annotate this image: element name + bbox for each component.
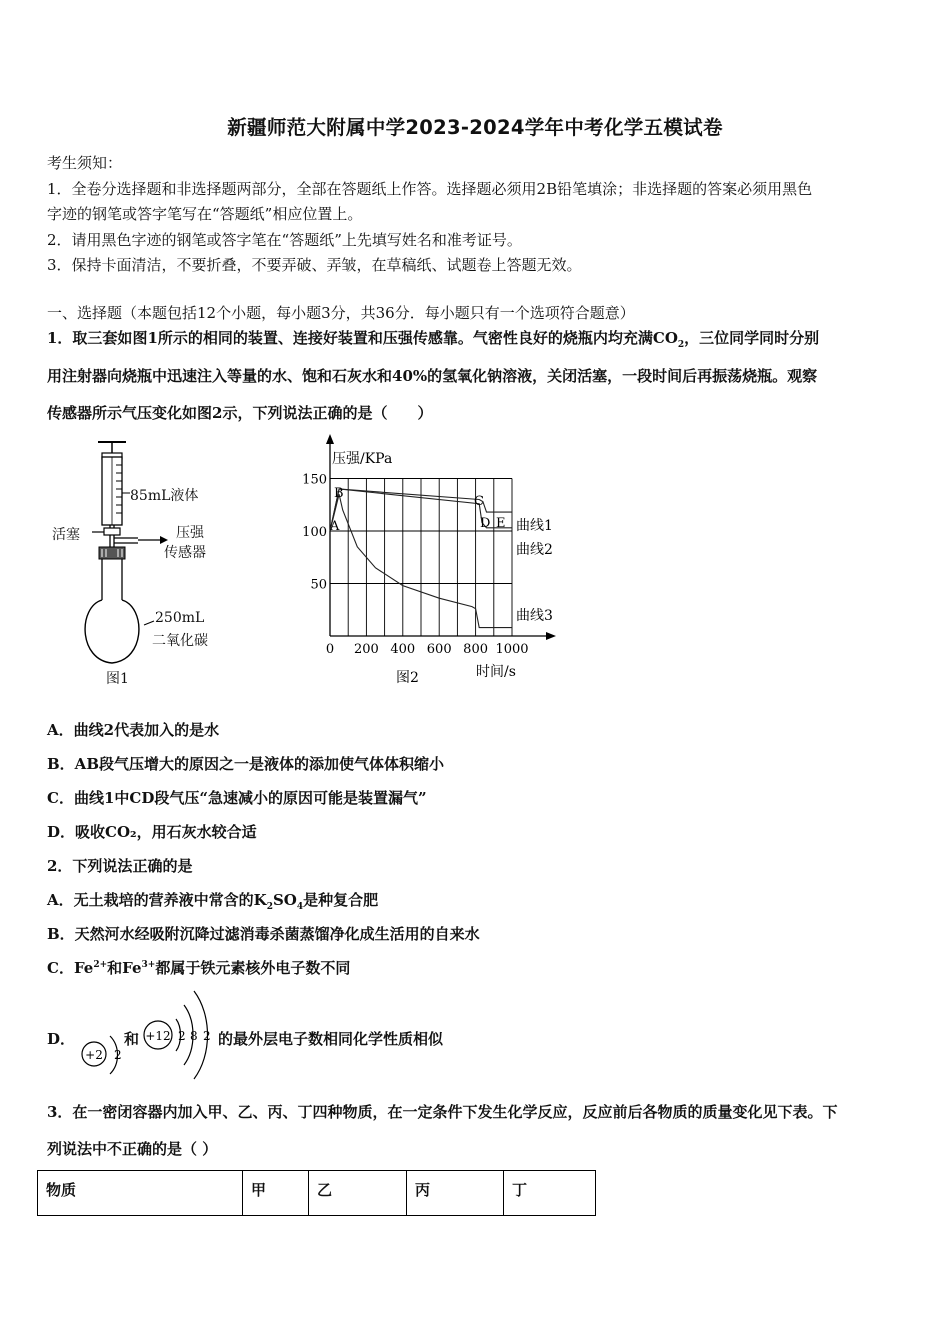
curve-label-1: 曲线1 (516, 518, 553, 534)
table-header-cell: 丁 (504, 1171, 596, 1216)
y-axis-arrow (326, 434, 334, 444)
flask-gas-label: 二氧化碳 (152, 633, 208, 649)
atom2-shell-3: 2 (203, 1029, 211, 1043)
section-heading: 一、选择题（本题包括12个小题，每小题3分，共36分．每小题只有一个选项符合题意） (47, 304, 635, 322)
x-axis-label: 时间/s (476, 664, 516, 680)
x-tick-label: 1000 (495, 642, 529, 657)
liquid-label: 85mL液体 (130, 488, 199, 504)
atom2-shell-2: 8 (190, 1029, 198, 1043)
y-tick-label: 100 (302, 525, 327, 540)
atom2-shell-1: 2 (178, 1029, 186, 1043)
notice-item: 1．全卷分选择题和非选择题两部分，全部在答题纸上作答。选择题必须用2B铅笔填涂；非选择题的答案必须用黑色 (47, 180, 813, 198)
q1-stem-line3: 传感器所示气压变化如图2示，下列说法正确的是（ ） (47, 404, 433, 422)
curve-label-3: 曲线3 (516, 608, 553, 624)
q1-stem-line1: 1．取三套如图1所示的相同的装置、连接好装置和压强传感靠。气密性良好的烧瓶内均充满$CO_2$，三位同学同时分别 (47, 329, 820, 350)
q1-stem-line2: 用注射器向烧瓶中迅速注入等量的水、饱和石灰水和40%的氢氧化钠溶液，关闭活塞，一段时间后再振荡烧瓶。观察 (47, 367, 818, 385)
q3-stem-line1: 3．在一密闭容器内加入甲、乙、丙、丁四种物质，在一定条件下发生化学反应，反应前后各物质的质量变化见下表。下 (47, 1103, 838, 1121)
y-tick-label: 50 (310, 577, 327, 593)
q2-option-d-suffix: 的最外层电子数相同化学性质相似 (218, 1030, 444, 1048)
atom1-nucleus: +2 (85, 1048, 103, 1062)
table-header-cell: 乙 (309, 1171, 407, 1216)
q2-option-d-and: 和 (124, 1030, 140, 1048)
point-label-a: A (330, 519, 340, 534)
y-axis-label: 压强/KPa (332, 451, 393, 467)
q1-option-d: D．吸收CO₂，用石灰水较合适 (47, 823, 257, 841)
figure-2-caption: 图2 (396, 670, 419, 686)
notice-item: 字迹的钢笔或答字笔写在“答题纸”相应位置上。 (47, 205, 363, 223)
q2-option-c: C．$Fe^{2+}$和$Fe^{3+}$都属于铁元素核外电子数不同 (47, 959, 351, 977)
sensor-label-1: 压强 (176, 525, 204, 541)
atom2-nucleus: +12 (145, 1029, 171, 1043)
figure-2-pressure-chart (290, 430, 580, 690)
point-label-d: D (480, 516, 491, 531)
notice-item: 2．请用黑色字迹的钢笔或答字笔在“答题纸”上先填写姓名和准考证号。 (47, 231, 522, 249)
atom-structure-helium (76, 1030, 126, 1080)
notice-item: 3．保持卡面清洁，不要折叠，不要弄破、弄皱，在草稿纸、试题卷上答题无效。 (47, 256, 582, 274)
q2-option-a: A．无土栽培的营养液中常含的$K_2SO_4$是种复合肥 (47, 891, 379, 912)
x-tick-label: 400 (390, 642, 416, 657)
x-tick-label: 200 (353, 642, 379, 657)
table-header-row (38, 1171, 596, 1216)
mass-change-table (37, 1170, 596, 1216)
curve-label-2: 曲线2 (516, 542, 553, 558)
q1-option-a: A．曲线2代表加入的是水 (47, 721, 220, 739)
x-tick-label: 600 (426, 642, 452, 657)
table-header-cell: 物质 (38, 1171, 243, 1216)
q1-option-b: B．AB段气压增大的原因之一是液体的添加使气体体积缩小 (47, 755, 444, 773)
figure-1-caption: 图1 (106, 671, 129, 687)
q1-option-c: C．曲线1中CD段气压“急速减小的原因可能是装置漏气” (47, 789, 427, 807)
q2-option-b: B．天然河水经吸附沉降过滤消毒杀菌蒸馏净化成生活用的自来水 (47, 925, 480, 943)
point-label-b: B (334, 486, 344, 501)
figure-1-apparatus (50, 435, 230, 695)
x-axis-arrow (546, 632, 556, 640)
x-tick-label: 0 (325, 642, 335, 657)
valve-label: 活塞 (52, 527, 80, 543)
x-tick-label: 800 (463, 642, 489, 657)
sensor-label-2: 传感器 (164, 545, 206, 561)
atom-structure-magnesium (140, 985, 220, 1085)
page-title: 新疆师范大附属中学2023-2024学年中考化学五模试卷 (227, 116, 723, 139)
point-label-e: E (496, 516, 506, 531)
table-header-cell: 丙 (407, 1171, 504, 1216)
point-label-c: C (474, 494, 484, 509)
flask-volume-label: 250mL (155, 610, 205, 626)
q2-stem: 2．下列说法正确的是 (47, 857, 193, 875)
y-tick-label: 150 (302, 472, 327, 488)
table-header-cell: 甲 (243, 1171, 309, 1216)
q2-option-d-prefix: D． (47, 1030, 76, 1048)
q3-stem-line2: 列说法中不正确的是（ ） (47, 1140, 218, 1158)
notice-heading: 考生须知： (47, 154, 123, 172)
atom1-shell-1: 2 (114, 1048, 122, 1062)
